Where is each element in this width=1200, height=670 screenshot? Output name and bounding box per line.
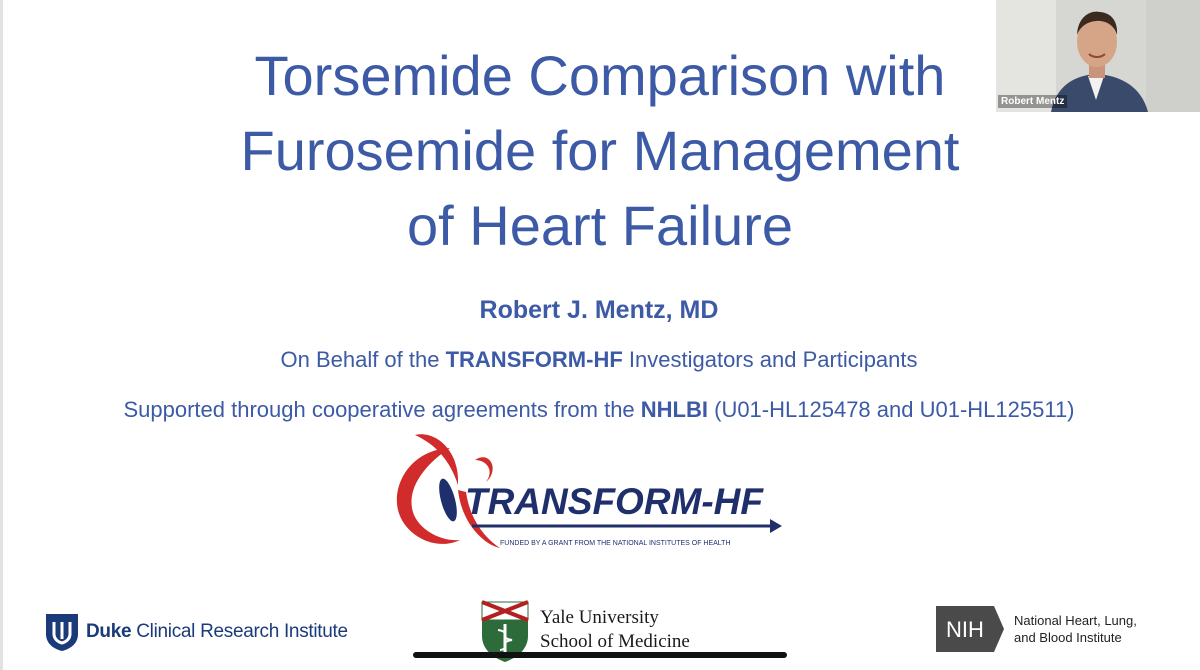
yale-line-2: School of Medicine bbox=[540, 631, 690, 652]
participant-video-tile[interactable] bbox=[996, 0, 1200, 112]
home-indicator-bar[interactable] bbox=[413, 652, 787, 658]
transform-hf-logo bbox=[390, 430, 790, 560]
duke-bold: Duke bbox=[86, 621, 132, 642]
duke-rest: Clinical Research Institute bbox=[131, 621, 348, 642]
title-line-2: Furosemide for Management bbox=[240, 119, 960, 182]
nih-line-1: National Heart, Lung, bbox=[1014, 613, 1137, 628]
duke-logo bbox=[44, 612, 348, 652]
logo-swoosh-right bbox=[475, 457, 493, 482]
behalf-prefix: On Behalf of the bbox=[280, 347, 446, 372]
nih-abbr: NIH bbox=[946, 617, 984, 642]
title-line-3: of Heart Failure bbox=[407, 194, 793, 257]
behalf-line bbox=[0, 347, 1198, 373]
logo-arrow-head bbox=[770, 519, 782, 533]
nih-badge-icon bbox=[936, 606, 1004, 652]
behalf-study: TRANSFORM-HF bbox=[445, 347, 623, 372]
yale-name bbox=[540, 606, 690, 654]
participant-name-label: Robert Mentz bbox=[998, 95, 1067, 108]
duke-name bbox=[86, 621, 348, 643]
logo-figure bbox=[436, 477, 461, 523]
support-agency: NHLBI bbox=[640, 397, 708, 422]
slide-title bbox=[130, 38, 1070, 263]
yale-line-1: Yale University bbox=[540, 607, 659, 628]
yale-logo bbox=[480, 600, 690, 670]
nih-logo bbox=[936, 604, 1137, 654]
duke-shield-icon bbox=[44, 612, 80, 652]
transform-hf-tagline: FUNDED BY A GRANT FROM THE NATIONAL INSTITUTES OF HEALTH bbox=[500, 540, 731, 547]
transform-hf-wordmark: TRANSFORM-HF bbox=[465, 481, 764, 522]
nih-line-2: and Blood Institute bbox=[1014, 630, 1122, 645]
author-name: Robert J. Mentz, MD bbox=[479, 296, 719, 324]
behalf-suffix: Investigators and Participants bbox=[622, 347, 918, 372]
title-line-1: Torsemide Comparison with bbox=[254, 44, 946, 107]
slide-edge bbox=[0, 0, 3, 670]
nih-name bbox=[1014, 612, 1137, 646]
support-line bbox=[0, 397, 1198, 423]
support-prefix: Supported through cooperative agreements from the bbox=[123, 397, 641, 422]
support-suffix: (U01-HL125478 and U01-HL125511) bbox=[708, 397, 1075, 422]
